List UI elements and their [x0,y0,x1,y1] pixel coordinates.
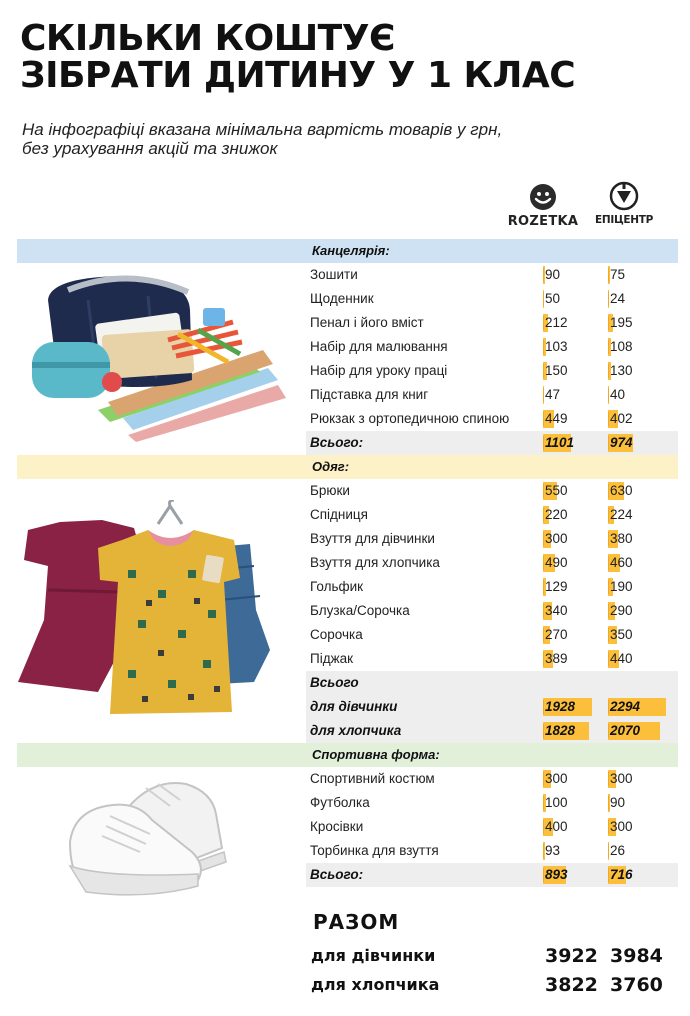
item-label: Підставка для книг [310,387,429,402]
item-label: Набір для уроку праці [310,363,448,378]
summary-epicentr-boy: 3760 [610,974,663,996]
rozetka-tick-0-i6 [543,412,544,426]
summary-title: РАЗОМ [313,910,400,934]
table-row [310,359,678,383]
page-title [20,20,575,94]
table-row [310,767,678,791]
epicentr-tick-0-i3 [608,340,609,354]
rozetka-price: 220 [545,507,568,522]
rozetka-price: 100 [545,795,568,810]
epicentr-tick-1-i5 [608,604,609,618]
subtitle [22,120,502,158]
rozetka-total: 893 [545,867,568,882]
epicentr-price: 108 [610,339,633,354]
rozetka-tick-1-i7 [543,652,544,666]
total-label: для хлопчика [310,723,402,738]
table-row [310,551,678,575]
item-label: Пенал і його вміст [310,315,424,330]
epicentr-tick-2-i3 [608,844,609,858]
table-row [310,287,678,311]
rozetka-price: 550 [545,483,568,498]
epicentr-tick-2-i2 [608,820,609,834]
epicentr-tick-0-t0 [608,436,609,450]
table-row [310,503,678,527]
total-row [310,719,678,743]
title-line-2: ЗІБРАТИ ДИТИНУ У 1 КЛАС [20,55,576,96]
item-label: Кросівки [310,819,364,834]
epicentr-tick-0-i6 [608,412,609,426]
rozetka-tick-0-i5 [543,388,544,402]
item-label: Взуття для хлопчика [310,555,440,570]
table-row [310,791,678,815]
summary-rozetka-boy: 3822 [545,974,598,996]
epicentr-name: ЕПІЦЕНТР [594,214,654,226]
rozetka-smile-icon [529,183,557,211]
rozetka-tick-2-t0 [543,868,544,882]
rozetka-tick-2-i1 [543,796,544,810]
item-label: Піджак [310,651,354,666]
epicentr-total: 2070 [610,723,641,738]
item-label: Гольфик [310,579,364,594]
rozetka-price: 93 [545,843,561,858]
rozetka-tick-0-t0 [543,436,544,450]
table-row [310,479,678,503]
epicentr-total: 2294 [610,699,641,714]
epicentr-price: 40 [610,387,626,402]
rozetka-price: 300 [545,771,568,786]
epicentr-price: 290 [610,603,633,618]
rozetka-name: ROZETKA [507,214,579,229]
table-row [310,623,678,647]
summary-row-girl [311,942,671,970]
school-clothes-image [18,500,288,720]
rozetka-price: 150 [545,363,568,378]
summary-rozetka-girl: 3922 [545,945,598,967]
total-label: Всього: [310,867,364,882]
rozetka-total: 1828 [545,723,576,738]
epicentr-tick-1-t1 [608,724,609,738]
epicentr-tick-0-i1 [608,292,609,306]
table-row [310,527,678,551]
section-label-stationery: Канцелярія: [312,243,390,258]
table-row [310,839,678,863]
rozetka-total: 1928 [545,699,576,714]
rozetka-price: 300 [545,531,568,546]
rozetka-tick-0-i0 [543,268,544,282]
rozetka-tick-0-i2 [543,316,544,330]
title-line-1: СКІЛЬКИ КОШТУЄ [20,18,395,59]
epicentr-price: 350 [610,627,633,642]
epicentr-price: 440 [610,651,633,666]
epicentr-total: 974 [610,435,633,450]
table-row [310,335,678,359]
school-supplies-image [28,270,288,442]
rozetka-price: 103 [545,339,568,354]
rozetka-tick-1-i3 [543,556,544,570]
summary-label-girl: для дівчинки [311,946,436,965]
total-label: для дівчинки [310,699,398,714]
epicentr-price: 75 [610,267,626,282]
table-row [310,407,678,431]
epicentr-tick-1-i0 [608,484,609,498]
total-header-row [310,671,678,695]
item-label: Набір для малювання [310,339,448,354]
rozetka-price: 50 [545,291,561,306]
epicentr-price: 130 [610,363,633,378]
epicentr-price: 402 [610,411,633,426]
total-row [310,431,678,455]
epicentr-price: 26 [610,843,626,858]
rozetka-tick-2-i2 [543,820,544,834]
epicentr-price: 90 [610,795,626,810]
subtitle-line-2: без урахування акцій та знижок [22,139,278,158]
table-row [310,647,678,671]
table-row [310,263,678,287]
epicentr-emblem-icon [609,181,639,211]
rozetka-price: 449 [545,411,568,426]
rozetka-tick-1-i0 [543,484,544,498]
item-label: Взуття для дівчинки [310,531,435,546]
rozetka-tick-1-i6 [543,628,544,642]
epicentr-tick-2-i0 [608,772,609,786]
table-row [310,815,678,839]
rozetka-tick-1-i4 [543,580,544,594]
item-label: Брюки [310,483,350,498]
epicentr-tick-0-i4 [608,364,609,378]
table-row [310,383,678,407]
rozetka-price: 270 [545,627,568,642]
epicentr-price: 630 [610,483,633,498]
epicentr-tick-1-i2 [608,532,609,546]
rozetka-tick-1-t1 [543,724,544,738]
item-label: Торбинка для взуття [310,843,439,858]
epicentr-tick-1-i1 [608,508,609,522]
rozetka-price: 47 [545,387,561,402]
total-label: Всього: [310,435,364,450]
epicentr-price: 190 [610,579,633,594]
rozetka-price: 340 [545,603,568,618]
epicentr-tick-2-t0 [608,868,609,882]
rozetka-tick-1-i5 [543,604,544,618]
total-row [310,863,678,887]
item-label: Зошити [310,267,358,282]
subtitle-line-1: На інфографіці вказана мінімальна вартість товарів у грн, [22,120,503,139]
rozetka-tick-1-i2 [543,532,544,546]
epicentr-tick-2-i1 [608,796,609,810]
rozetka-price: 389 [545,651,568,666]
item-label: Блузка/Сорочка [310,603,410,618]
epicentr-price: 300 [610,819,633,834]
summary-row-boy [311,971,671,999]
rozetka-tick-0-i1 [543,292,544,306]
table-row [310,599,678,623]
rozetka-tick-1-t0 [543,700,544,714]
rozetka-price: 400 [545,819,568,834]
section-label-sport: Спортивна форма: [312,747,440,762]
epicentr-tick-0-i0 [608,268,609,282]
section-label-clothes: Одяг: [312,459,350,474]
rozetka-price: 129 [545,579,568,594]
rozetka-tick-1-i1 [543,508,544,522]
epicentr-tick-1-i3 [608,556,609,570]
sneakers-image [66,770,228,900]
epicentr-tick-1-i6 [608,628,609,642]
rozetka-tick-2-i3 [543,844,544,858]
total-row [310,695,678,719]
rozetka-total: 1101 [545,435,575,450]
rozetka-price: 212 [545,315,568,330]
rozetka-tick-2-i0 [543,772,544,786]
epicentr-tick-1-t0 [608,700,609,714]
rozetka-price: 490 [545,555,568,570]
epicentr-tick-0-i5 [608,388,609,402]
epicentr-price: 224 [610,507,633,522]
rozetka-logo [502,183,584,229]
summary-label-boy: для хлопчика [311,975,440,994]
epicentr-logo [594,181,654,226]
item-label: Рюкзак з ортопедичною спиною [310,411,510,426]
item-label: Щоденник [310,291,374,306]
item-label: Футболка [310,795,370,810]
epicentr-tick-1-i7 [608,652,609,666]
item-label: Сорочка [310,627,363,642]
item-label: Спідниця [310,507,368,522]
epicentr-price: 460 [610,555,633,570]
epicentr-total: 716 [610,867,633,882]
rozetka-tick-0-i4 [543,364,544,378]
epicentr-price: 195 [610,315,633,330]
table-row [310,575,678,599]
rozetka-tick-0-i3 [543,340,544,354]
rozetka-price: 90 [545,267,561,282]
epicentr-tick-1-i4 [608,580,609,594]
epicentr-price: 380 [610,531,633,546]
epicentr-price: 300 [610,771,633,786]
item-label: Спортивний костюм [310,771,435,786]
table-row [310,311,678,335]
epicentr-price: 24 [610,291,626,306]
total-label: Всього [310,675,359,690]
summary-epicentr-girl: 3984 [610,945,663,967]
epicentr-tick-0-i2 [608,316,609,330]
